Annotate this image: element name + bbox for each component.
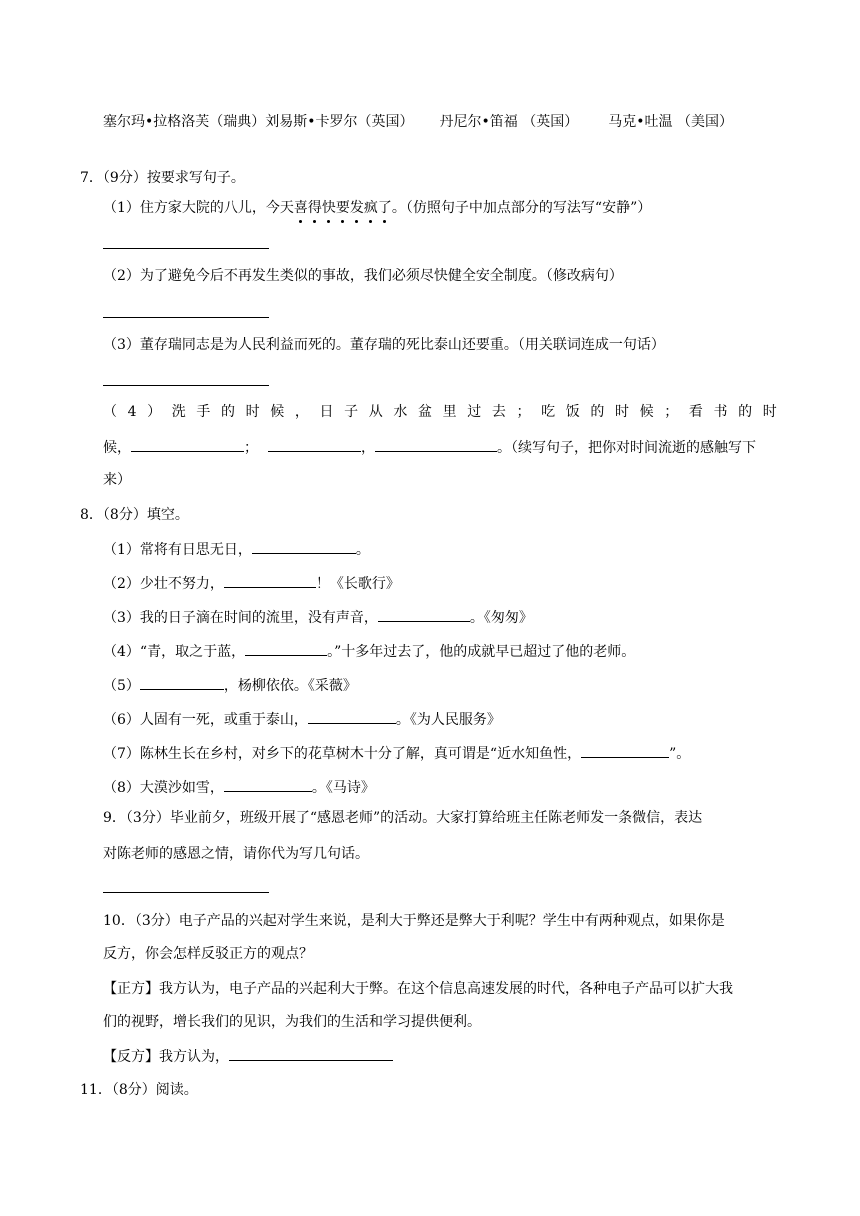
question-8-item-7 xyxy=(103,743,690,764)
q7-4-text: ； xyxy=(244,440,258,456)
pro-side-line2: 们的视野，增长我们的见识，为我们的生活和学习提供便利。 xyxy=(103,1014,481,1030)
char: ； xyxy=(664,404,679,420)
char: 子 xyxy=(344,404,359,420)
char: 手 xyxy=(196,404,211,420)
question-7-4-line1 xyxy=(103,402,777,422)
author-1: 塞尔玛•拉格洛芙（瑞典） xyxy=(103,114,266,130)
char: 盆 xyxy=(418,404,433,420)
question-7-1 xyxy=(103,198,651,218)
dotted-char: 了 xyxy=(377,200,392,216)
answer-line-q7-2[interactable] xyxy=(103,317,269,318)
char: 书 xyxy=(713,404,728,420)
answer-blank-q8-2[interactable] xyxy=(224,573,316,588)
question-8-item-6 xyxy=(103,709,501,730)
question-9-line1: 9．（3分）毕业前夕，班级开展了“感恩老师”的活动。大家打算给班主任陈老师发一条微信，表达 xyxy=(103,810,703,826)
answer-line-q7-1[interactable] xyxy=(103,248,269,249)
dotted-char: 发 xyxy=(349,200,364,216)
answer-blank-q8-5[interactable] xyxy=(140,675,224,690)
question-8-item-1 xyxy=(103,539,370,560)
q7-1-prefix: （1）住方家大院的八儿，今天 xyxy=(103,200,294,216)
q7-4-text: 候， xyxy=(103,440,131,456)
dotted-char: 快 xyxy=(321,200,336,216)
char: 水 xyxy=(393,404,408,420)
answer-blank-q8-1[interactable] xyxy=(252,539,356,554)
char: 里 xyxy=(442,404,457,420)
question-7-4-line3: 来） xyxy=(103,472,131,488)
answer-line-q7-3[interactable] xyxy=(103,385,269,386)
q8-text: （8）大漠沙如雪， xyxy=(103,780,224,796)
question-11-title: 11．（8分）阅读。 xyxy=(80,1082,198,1098)
char: 时 xyxy=(245,404,260,420)
question-7-title: 7．（9分）按要求写句子。 xyxy=(80,170,245,186)
q8-text: （5） xyxy=(103,678,140,694)
answer-blank-q7-4c[interactable] xyxy=(375,437,497,452)
char: 时 xyxy=(615,404,630,420)
q8-text: 。 xyxy=(355,542,370,558)
q7-4-text: 。（续写句子，把你对时间流逝的感触写下 xyxy=(497,440,756,456)
authors-line xyxy=(103,112,733,132)
question-7-2: （2）为了避免今后不再发生类似的事故，我们必须尽快健全安全制度。（修改病句） xyxy=(103,268,623,284)
answer-blank-q8-4[interactable] xyxy=(245,641,327,656)
answer-blank-q8-8[interactable] xyxy=(224,777,312,792)
q8-text: 。《为人民服务》 xyxy=(395,712,501,728)
q8-text: （1）常将有日思无日， xyxy=(103,542,252,558)
answer-blank-q10[interactable] xyxy=(229,1046,393,1061)
question-8-item-4 xyxy=(103,641,635,662)
answer-blank-q7-4b[interactable] xyxy=(268,437,361,452)
q7-1-emphasized-words xyxy=(294,200,392,216)
char: 候 xyxy=(639,404,654,420)
question-7-4-line2 xyxy=(103,437,756,458)
author-2: 刘易斯•卡罗尔（英国） xyxy=(265,114,414,130)
char: ； xyxy=(516,404,531,420)
q8-text: ”。 xyxy=(669,746,691,762)
q8-text: （3）我的日子滴在时间的流里，没有声音， xyxy=(103,610,378,626)
char: ） xyxy=(147,404,162,420)
dotted-char: 疯 xyxy=(363,200,378,216)
char: 吃 xyxy=(541,404,556,420)
char: 从 xyxy=(368,404,383,420)
author-3: 丹尼尔•笛福 （英国） xyxy=(439,114,579,130)
question-10-line1: 10．（3分）电子产品的兴起对学生来说，是利大于弊还是弊大于利呢？学生中有两种观点，如果你是 xyxy=(103,913,725,929)
char: 过 xyxy=(467,404,482,420)
answer-blank-q8-6[interactable] xyxy=(308,709,396,724)
q8-text: （7）陈林生长在乡村，对乡下的花草树木十分了解，真可谓是“近水知鱼性， xyxy=(103,746,582,762)
char: 的 xyxy=(590,404,605,420)
question-9-line2: 对陈老师的感恩之情，请你代为写几句话。 xyxy=(103,846,369,862)
author-4: 马克•吐温 （美国） xyxy=(608,114,733,130)
question-8-item-8 xyxy=(103,777,375,798)
pro-side-line1: 【正方】我方认为，电子产品的兴起利大于弊。在这个信息高速发展的时代，各种电子产品可以扩大我 xyxy=(103,981,733,997)
question-8-item-5 xyxy=(103,675,357,696)
char: 洗 xyxy=(171,404,186,420)
char: 候 xyxy=(270,404,285,420)
char: 饭 xyxy=(565,404,580,420)
dotted-char: 得 xyxy=(307,200,322,216)
q8-text: 。《匆匆》 xyxy=(469,610,533,626)
answer-blank-q8-3[interactable] xyxy=(378,607,470,622)
dotted-char: 喜 xyxy=(293,200,308,216)
question-10-line2: 反方，你会怎样反驳正方的观点？ xyxy=(103,946,313,962)
q8-text: ，杨柳依依。《采薇》 xyxy=(223,678,357,694)
char: 的 xyxy=(738,404,753,420)
con-side-label: 【反方】我方认为， xyxy=(103,1049,229,1065)
char: 日 xyxy=(319,404,334,420)
answer-line-q9[interactable] xyxy=(103,892,269,893)
char: 的 xyxy=(221,404,236,420)
question-8-item-3 xyxy=(103,607,533,628)
char: 时 xyxy=(762,404,777,420)
char: 去 xyxy=(491,404,506,420)
char: （ xyxy=(103,404,117,420)
con-side xyxy=(103,1046,393,1067)
q8-text: ！《长歌行》 xyxy=(315,576,400,592)
char: 看 xyxy=(688,404,703,420)
answer-blank-q8-7[interactable] xyxy=(581,743,669,758)
answer-blank-q7-4a[interactable] xyxy=(131,437,244,452)
q7-1-suffix: 。（仿照句子中加点部分的写法写“安静”） xyxy=(391,200,652,216)
q8-text: （2）少壮不努力， xyxy=(103,576,224,592)
q8-text: （6）人固有一死，或重于泰山， xyxy=(103,712,308,728)
q7-4-text: ， xyxy=(361,440,375,456)
char: 4 xyxy=(127,404,137,420)
question-8-item-2 xyxy=(103,573,400,594)
q8-text: 。”十多年过去了，他的成就早已超过了他的老师。 xyxy=(327,644,636,660)
q8-text: （4）“青，取之于蓝， xyxy=(103,644,246,660)
question-8-title: 8．（8分）填空。 xyxy=(80,507,189,523)
char: ， xyxy=(294,404,309,420)
q8-text: 。《马诗》 xyxy=(311,780,375,796)
question-7-3: （3）董存瑞同志是为人民利益而死的。董存瑞的死比泰山还要重。（用关联词连成一句话） xyxy=(103,337,665,353)
dotted-char: 要 xyxy=(335,200,350,216)
